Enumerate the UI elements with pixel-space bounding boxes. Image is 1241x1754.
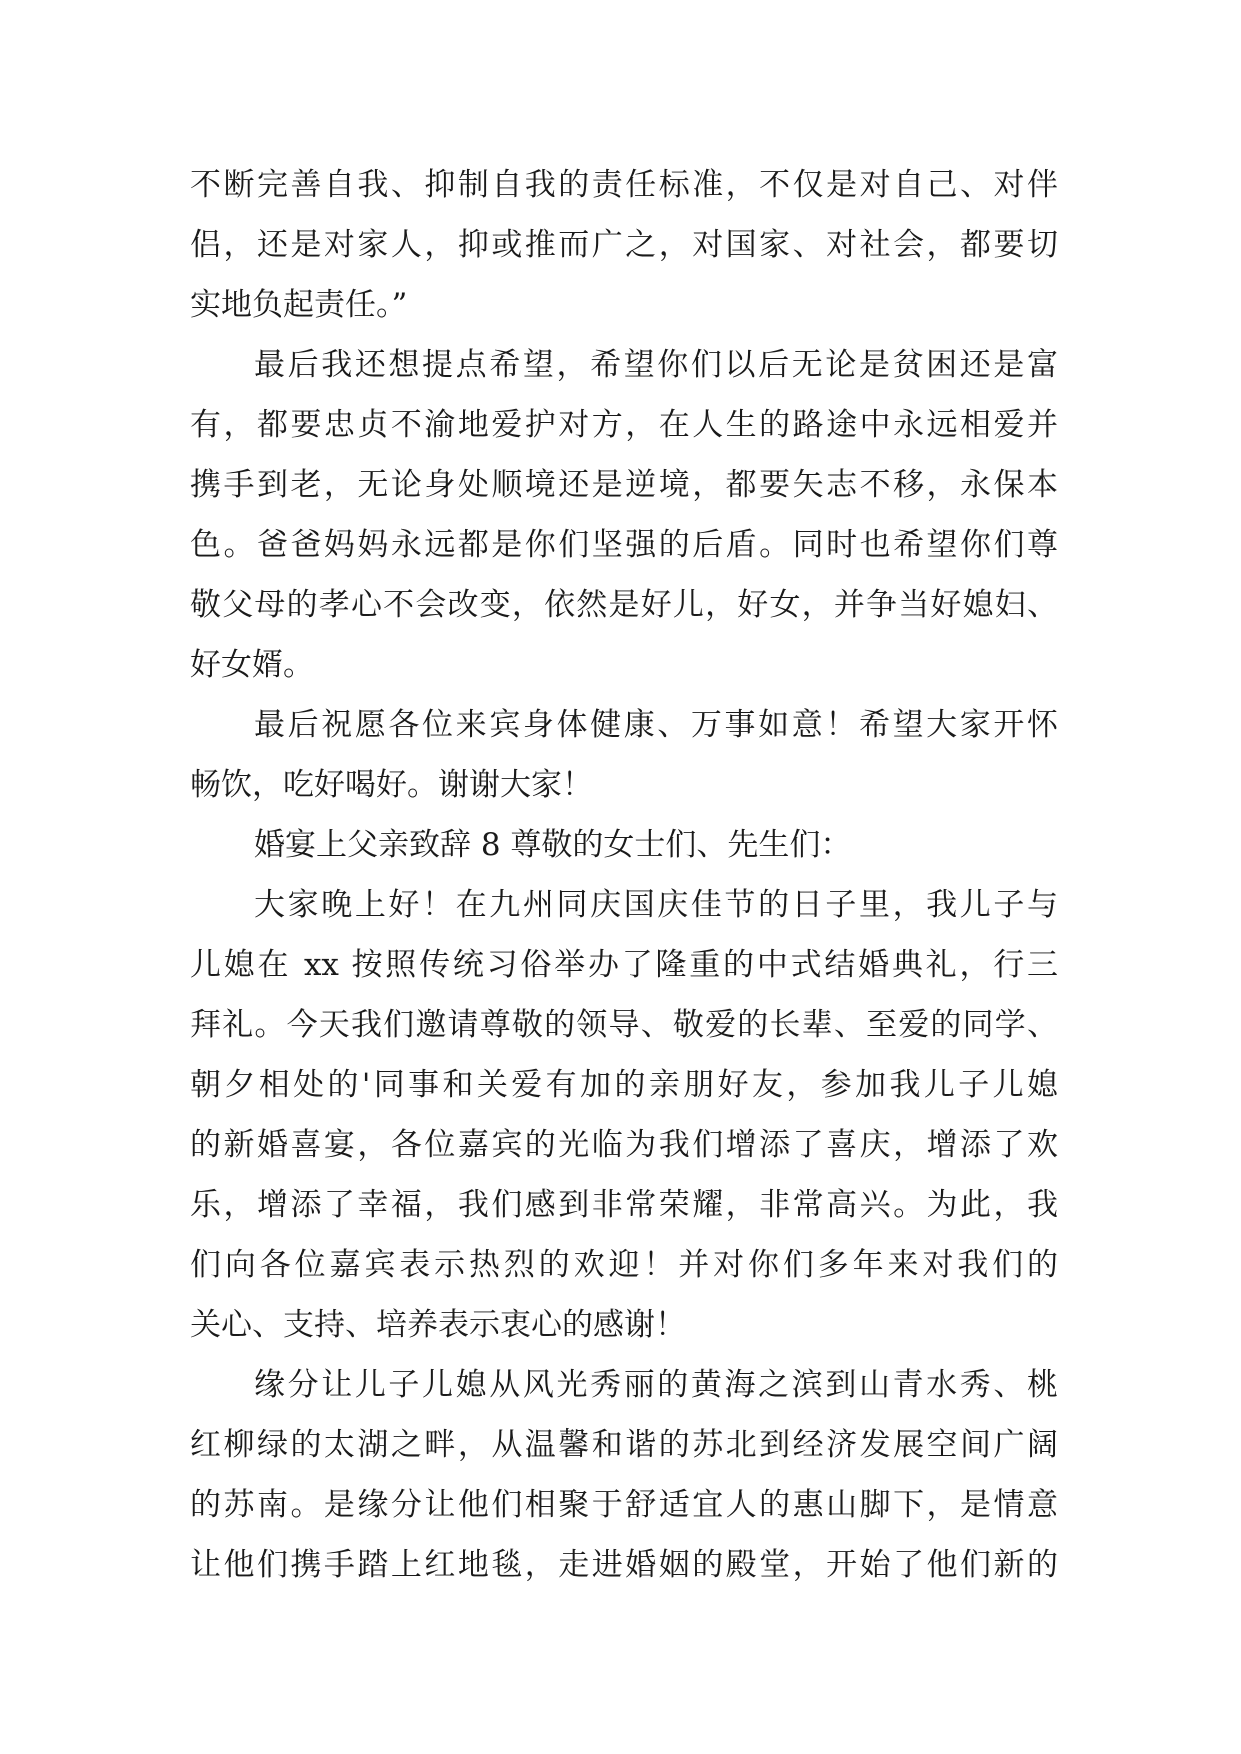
text-line: 缘分让儿子儿媳从风光秀丽的黄海之滨到山青水秀、桃 bbox=[254, 1367, 1058, 1403]
text-line: 朝夕相处的'同事和关爱有加的亲朋好友，参加我儿子儿媳 bbox=[190, 1067, 1058, 1103]
text-line: 的苏南。是缘分让他们相聚于舒适宜人的惠山脚下，是情意 bbox=[190, 1487, 1058, 1523]
text-line: 乐，增添了幸福，我们感到非常荣耀，非常高兴。为此，我 bbox=[190, 1187, 1058, 1223]
text-line: 携手到老，无论身处顺境还是逆境，都要矢志不移，永保本 bbox=[190, 467, 1058, 503]
text-line: 关心、支持、培养表示衷心的感谢！ bbox=[190, 1307, 686, 1343]
text-line: 大家晚上好！在九州同庆国庆佳节的日子里，我儿子与 bbox=[254, 887, 1058, 923]
text-line: 好女婿。 bbox=[190, 647, 314, 683]
text-line: 畅饮，吃好喝好。谢谢大家！ bbox=[190, 767, 593, 803]
text-line: 最后我还想提点希望，希望你们以后无论是贫困还是富 bbox=[254, 347, 1058, 383]
text-line: 的新婚喜宴，各位嘉宾的光临为我们增添了喜庆，增添了欢 bbox=[190, 1127, 1058, 1163]
text-line: 儿媳在 xx 按照传统习俗举办了隆重的中式结婚典礼，行三 bbox=[190, 947, 1058, 983]
section-heading-line: 婚宴上父亲致辞 8 尊敬的女士们、先生们： bbox=[254, 827, 852, 863]
text-line: 敬父母的孝心不会改变，依然是好儿，好女，并争当好媳妇、 bbox=[190, 587, 1058, 623]
text-line: 拜礼。今天我们邀请尊敬的领导、敬爱的长辈、至爱的同学、 bbox=[190, 1007, 1058, 1043]
text-line: 有，都要忠贞不渝地爱护对方，在人生的路途中永远相爱并 bbox=[190, 407, 1058, 443]
text-line: 让他们携手踏上红地毯，走进婚姻的殿堂，开始了他们新的 bbox=[190, 1547, 1058, 1583]
text-line: 红柳绿的太湖之畔，从温馨和谐的苏北到经济发展空间广阔 bbox=[190, 1427, 1058, 1463]
text-line: 侣，还是对家人，抑或推而广之，对国家、对社会，都要切 bbox=[190, 227, 1058, 263]
text-line: 不断完善自我、抑制自我的责任标准，不仅是对自己、对伴 bbox=[190, 167, 1058, 203]
text-line: 们向各位嘉宾表示热烈的欢迎！并对你们多年来对我们的 bbox=[190, 1247, 1058, 1283]
text-line: 最后祝愿各位来宾身体健康、万事如意！希望大家开怀 bbox=[254, 707, 1058, 743]
text-line: 实地负起责任。” bbox=[190, 287, 408, 323]
text-line: 色。爸爸妈妈永远都是你们坚强的后盾。同时也希望你们尊 bbox=[190, 527, 1058, 563]
